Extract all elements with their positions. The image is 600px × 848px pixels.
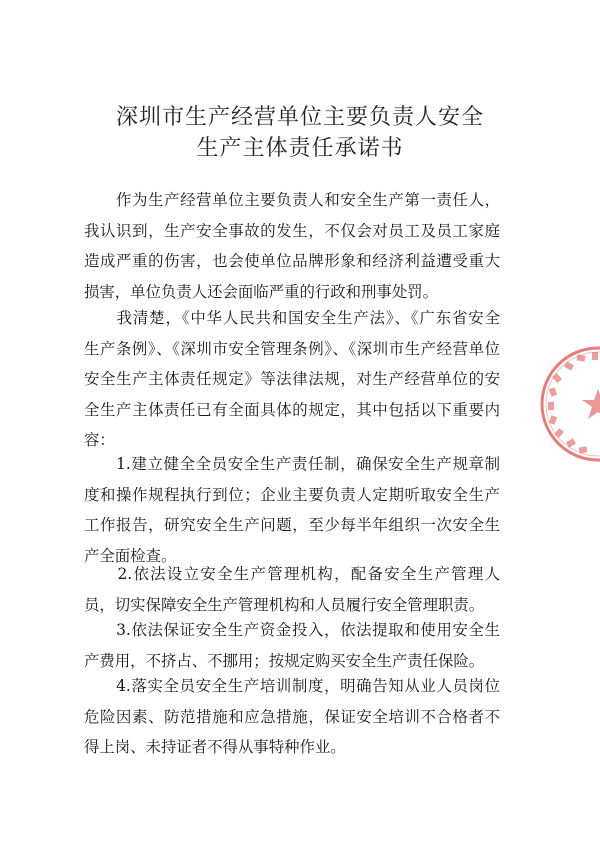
text-line: 度和操作规程执行到位；企业主要负责人定期听取安全生产 — [84, 485, 500, 504]
text-line: 安全生产主体责任规定》等法律法规，对生产经营单位的安 — [84, 370, 500, 388]
document-title-line-2: 生产主体责任承诺书 — [196, 136, 404, 161]
paragraph-item-4 — [84, 671, 500, 763]
text-line: 员，切实保障安全生产管理机构和人员履行安全管理职责。 — [84, 595, 485, 614]
text-line: 产费用，不挤占、不挪用；按规定购买安全生产责任保险。 — [84, 651, 485, 670]
paragraph-item-1 — [84, 449, 500, 571]
text-line: 产全面检查。 — [84, 546, 177, 565]
paragraph-intro — [84, 185, 500, 307]
text-line: 容： — [84, 431, 115, 449]
seal-graphic — [542, 348, 600, 460]
text-line: 生产条例》、《深圳市安全管理条例》、《深圳市生产经营单位 — [84, 339, 500, 358]
company-seal-stamp — [538, 344, 600, 464]
paragraph-item-2 — [84, 559, 500, 620]
paragraph-item-3 — [84, 615, 500, 676]
text-line: 3.依法保证安全生产资金投入，依法提取和使用安全生 — [84, 621, 500, 639]
text-line: 全生产主体责任已有全面具体的规定，其中包括以下重要内 — [84, 400, 500, 419]
text-line: 造成严重的伤害，也会使单位品牌形象和经济利益遭受重大 — [84, 252, 500, 270]
text-line: 4.落实全员安全生产培训制度，明确告知从业人员岗位 — [84, 677, 500, 695]
paragraph-laws — [84, 303, 500, 456]
text-line: 我清楚，《中华人民共和国安全生产法》、《广东省安全 — [84, 309, 500, 327]
document-title-line-1: 深圳市生产经营单位主要负责人安全 — [115, 105, 484, 130]
text-line: 2.依法设立安全生产管理机构，配备安全生产管理人 — [84, 565, 500, 583]
text-line: 工作报告，研究安全生产问题，至少每半年组织一次安全生 — [84, 516, 500, 534]
text-line: 1.建立健全全员安全生产责任制，确保安全生产规章制 — [84, 455, 500, 473]
text-line: 作为生产经营单位主要负责人和安全生产第一责任人， — [84, 191, 500, 209]
text-line: 得上岗、未持证者不得从事特种作业。 — [84, 738, 346, 756]
text-line: 危险因素、防范措施和应急措施，保证安全培训不合格者不 — [84, 707, 500, 726]
text-line: 损害，单位负责人还会面临严重的行政和刑事处罚。 — [84, 282, 438, 301]
text-line: 我认识到，生产安全事故的发生，不仅会对员工及员工家庭 — [84, 221, 500, 240]
